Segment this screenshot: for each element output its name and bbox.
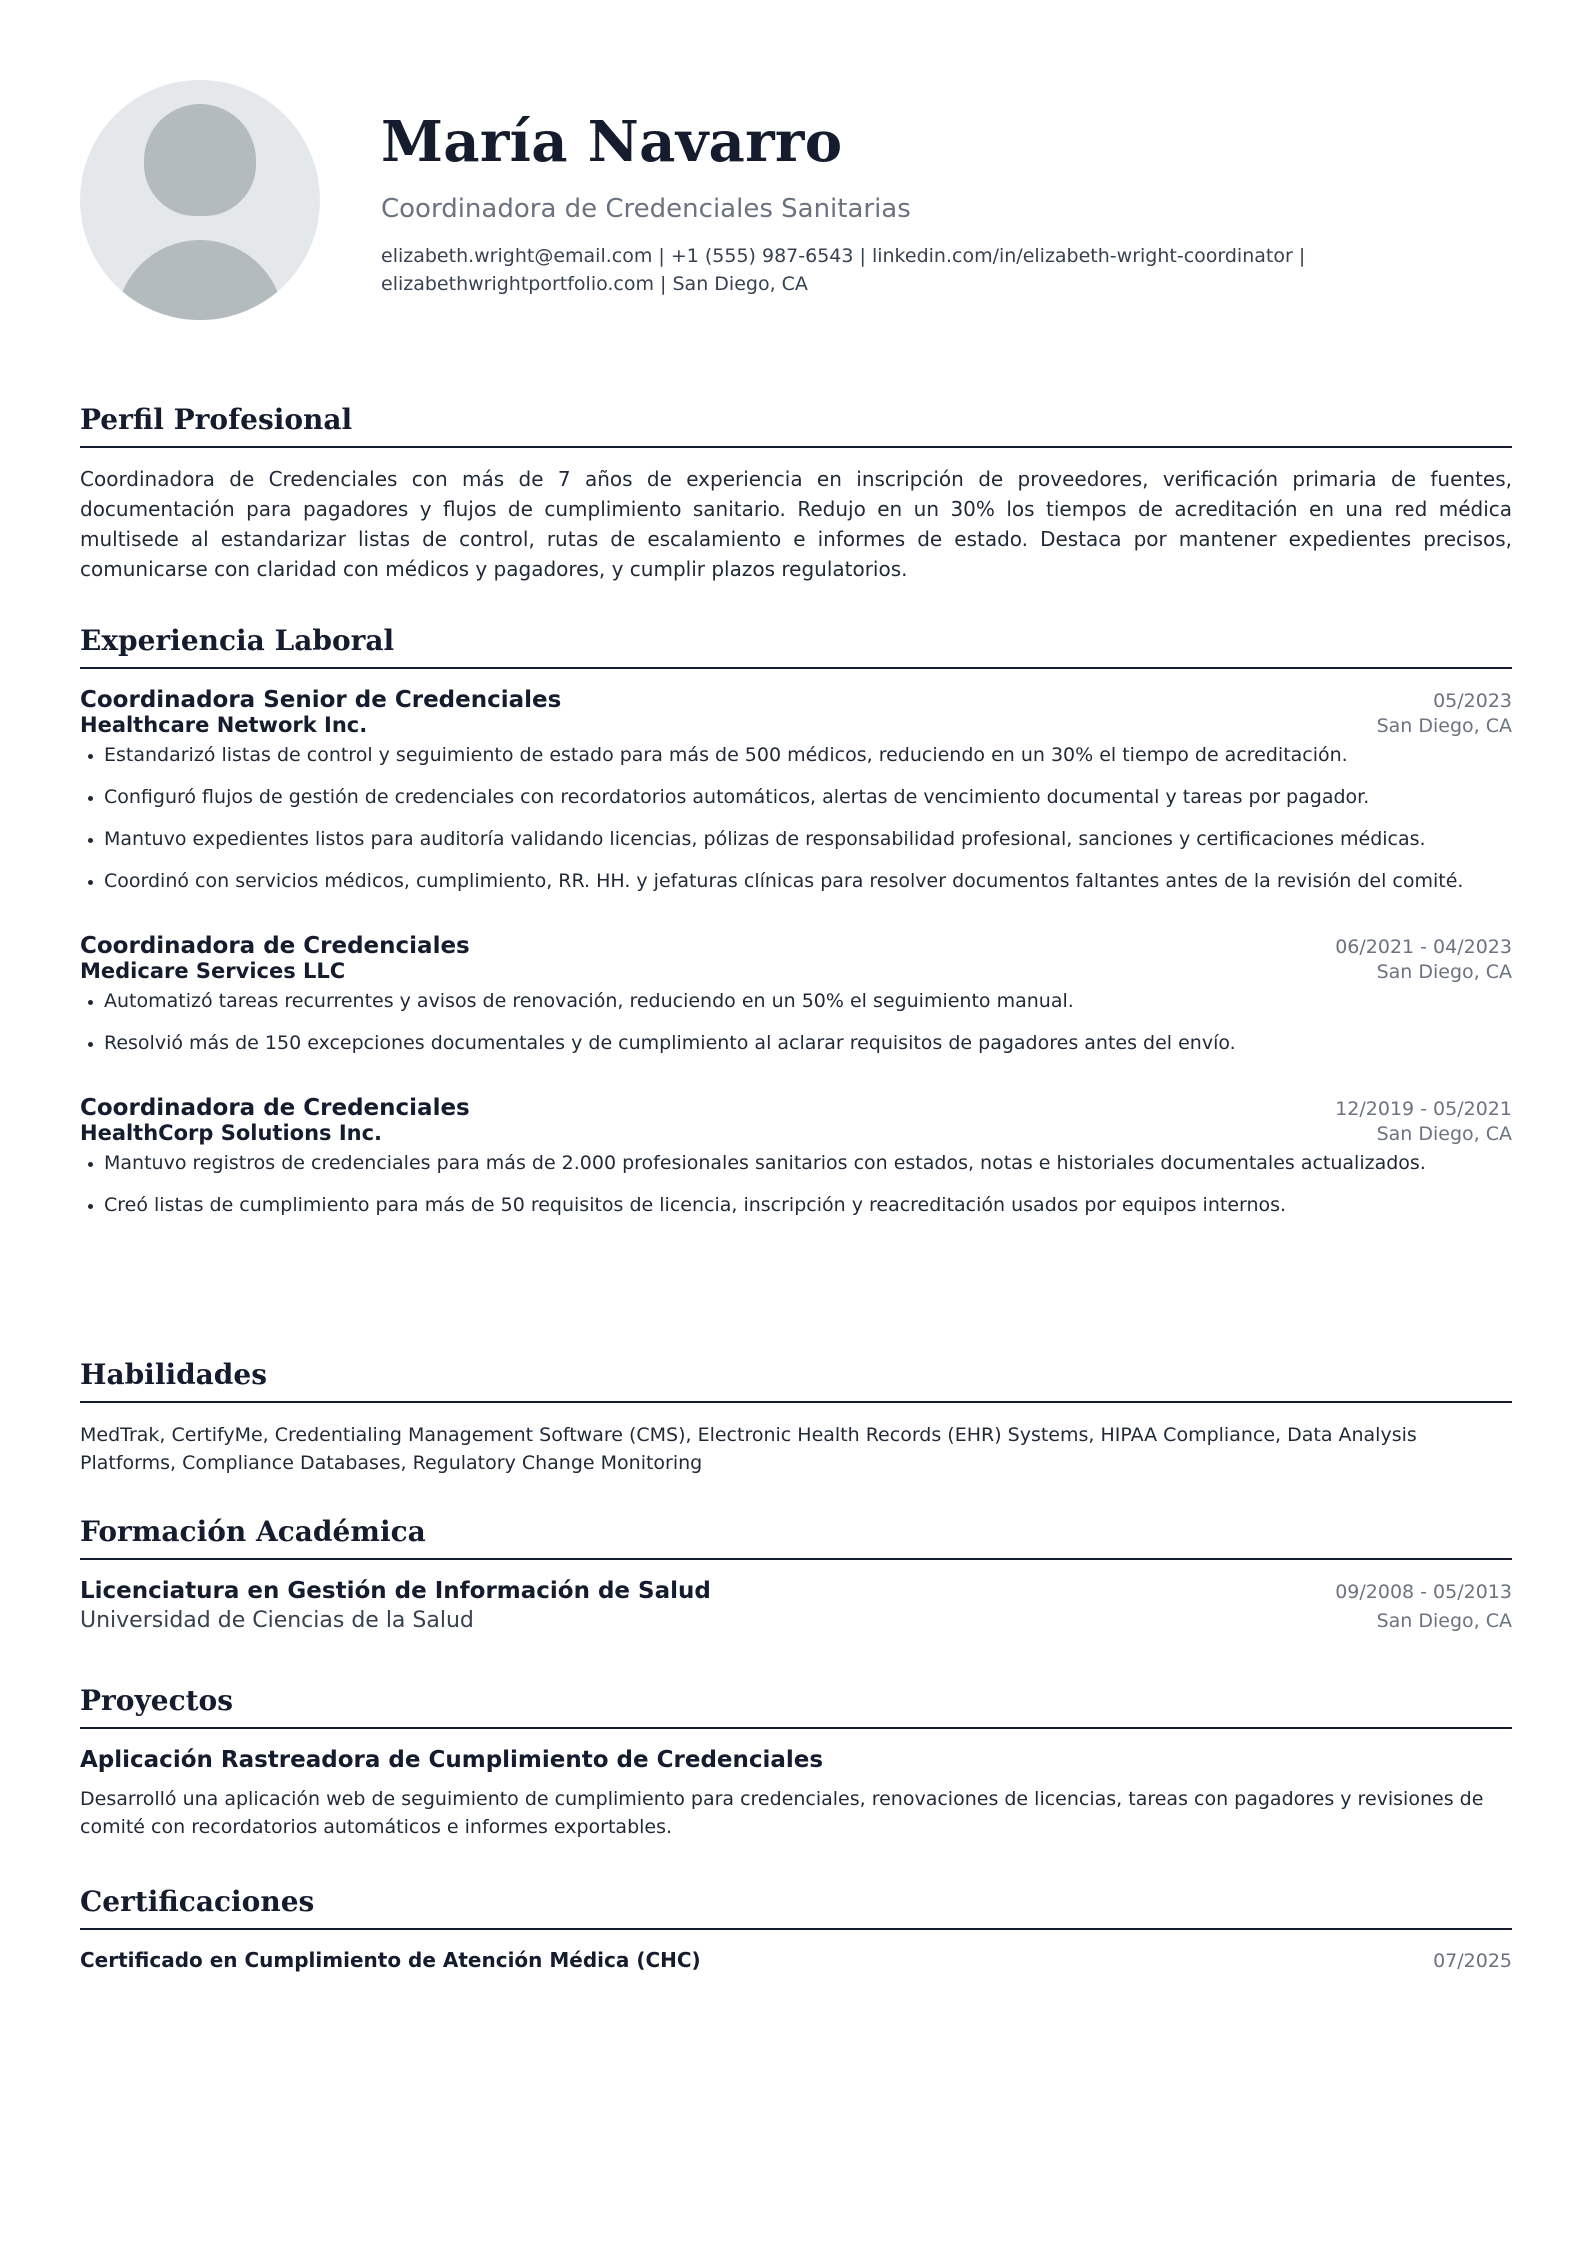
bullet-dot	[88, 754, 93, 759]
certification-name: Certificado en Cumplimiento de Atención Médica (CHC)	[80, 1948, 701, 1972]
education-section	[80, 1512, 1512, 1633]
section-title-skills: Habilidades	[80, 1355, 1512, 1403]
bullet-text: Estandarizó listas de control y seguimiento de estado para más de 500 médicos, reduciendo en un 30% el tiempo de acreditación.	[104, 744, 1348, 766]
bullet-dot	[88, 796, 93, 801]
profile-section	[80, 400, 1512, 584]
bullet-text: Coordinó con servicios médicos, cumplimiento, RR. HH. y jefaturas clínicas para resolver documentos faltantes antes de la revisión del comité.	[104, 870, 1464, 892]
job-title: Coordinadora de Credenciales	[80, 1095, 470, 1121]
school-name: Universidad de Ciencias de la Salud	[80, 1608, 474, 1633]
bullet-dot	[88, 1162, 93, 1167]
job-bullets	[80, 987, 1512, 1057]
certifications-section	[80, 1882, 1512, 1972]
bullet-item	[80, 1149, 1512, 1177]
skills-list: MedTrak, CertifyMe, Credentialing Management Software (CMS), Electronic Health Records (EHR) Systems, HIPAA Compliance, Data Analysis Platforms, Compliance Databases, Regulatory Change Monitoring	[80, 1424, 1417, 1474]
profile-text: Coordinadora de Credenciales con más de 7 años de experiencia en inscripción de proveedores, verificación primaria de fuentes, documentación para pagadores y flujos de cumplimiento sanitario. Redujo en un 30% los tiempos de acreditación en una red médica multisede al estandarizar listas de control, rutas de escalamiento e informes de estado. Destaca por mantener expedientes precisos, comunicarse con claridad con médicos y pagadores, y cumplir plazos regulatorios.	[80, 467, 1512, 581]
job-entry	[80, 687, 1512, 895]
bullet-dot	[88, 1042, 93, 1047]
bullet-dot	[88, 1000, 93, 1005]
certification-date: 07/2025	[1433, 1950, 1512, 1972]
bullet-item	[80, 867, 1512, 895]
candidate-name: María Navarro	[381, 109, 843, 175]
section-title-certifications: Certificaciones	[80, 1882, 1512, 1930]
candidate-title: Coordinadora de Credenciales Sanitarias	[381, 194, 911, 224]
company-name: HealthCorp Solutions Inc.	[80, 1121, 383, 1145]
education-date: 09/2008 - 05/2013	[1335, 1581, 1512, 1603]
job-bullets	[80, 741, 1512, 895]
job-entry	[80, 1095, 1512, 1219]
company-name: Medicare Services LLC	[80, 959, 346, 983]
avatar-head-shape	[144, 104, 256, 216]
bullet-text: Automatizó tareas recurrentes y avisos de renovación, reduciendo en un 50% el seguimiento manual.	[104, 990, 1074, 1012]
experience-section	[80, 621, 1512, 1233]
bullet-item	[80, 1029, 1512, 1057]
bullet-text: Resolvió más de 150 excepciones documentales y de cumplimiento al aclarar requisitos de pagadores antes del envío.	[104, 1032, 1236, 1054]
job-location: San Diego, CA	[1376, 961, 1512, 983]
project-name: Aplicación Rastreadora de Cumplimiento de Credenciales	[80, 1747, 824, 1773]
resume-header	[80, 0, 1512, 390]
bullet-dot	[88, 838, 93, 843]
job-entry	[80, 933, 1512, 1057]
job-bullets	[80, 1149, 1512, 1219]
section-title-profile: Perfil Profesional	[80, 400, 1512, 448]
job-date: 12/2019 - 05/2021	[1335, 1098, 1512, 1120]
bullet-text: Mantuvo registros de credenciales para más de 2.000 profesionales sanitarios con estados, notas e historiales documentales actualizados.	[104, 1152, 1426, 1174]
job-date: 05/2023	[1433, 690, 1512, 712]
bullet-item	[80, 741, 1512, 769]
bullet-item	[80, 825, 1512, 853]
job-title: Coordinadora de Credenciales	[80, 933, 470, 959]
project-description: Desarrolló una aplicación web de seguimiento de cumplimiento para credenciales, renovaciones de licencias, tareas con pagadores y revisiones de comité con recordatorios automáticos e informes exportables.	[80, 1788, 1484, 1838]
avatar-body-shape	[116, 240, 284, 320]
job-date: 06/2021 - 04/2023	[1335, 936, 1512, 958]
contact-info: elizabeth.wright@email.com | +1 (555) 987-6543 | linkedin.com/in/elizabeth-wright-coordinator | elizabethwrightportfolio.com | San Diego, CA	[381, 245, 1306, 295]
resume-content	[80, 0, 1512, 1972]
job-location: San Diego, CA	[1376, 1123, 1512, 1145]
section-title-education: Formación Académica	[80, 1512, 1512, 1560]
section-title-experience: Experiencia Laboral	[80, 621, 1512, 669]
bullet-dot	[88, 880, 93, 885]
avatar	[80, 80, 320, 320]
header-text	[381, 106, 1512, 298]
job-location: San Diego, CA	[1376, 715, 1512, 737]
bullet-item	[80, 1191, 1512, 1219]
job-title: Coordinadora Senior de Credenciales	[80, 687, 562, 713]
section-title-projects: Proyectos	[80, 1681, 1512, 1729]
bullet-text: Creó listas de cumplimiento para más de 50 requisitos de licencia, inscripción y reacreditación usados por equipos internos.	[104, 1194, 1287, 1216]
company-name: Healthcare Network Inc.	[80, 713, 368, 737]
education-location: San Diego, CA	[1376, 1610, 1512, 1632]
bullet-item	[80, 987, 1512, 1015]
skills-section	[80, 1355, 1512, 1477]
bullet-text: Mantuvo expedientes listos para auditoría validando licencias, pólizas de responsabilidad profesional, sanciones y certificaciones médicas.	[104, 828, 1426, 850]
degree-name: Licenciatura en Gestión de Información de Salud	[80, 1578, 711, 1604]
bullet-text: Configuró flujos de gestión de credenciales con recordatorios automáticos, alertas de vencimiento documental y tareas por pagador.	[104, 786, 1370, 808]
projects-section	[80, 1681, 1512, 1841]
bullet-item	[80, 783, 1512, 811]
bullet-dot	[88, 1204, 93, 1209]
